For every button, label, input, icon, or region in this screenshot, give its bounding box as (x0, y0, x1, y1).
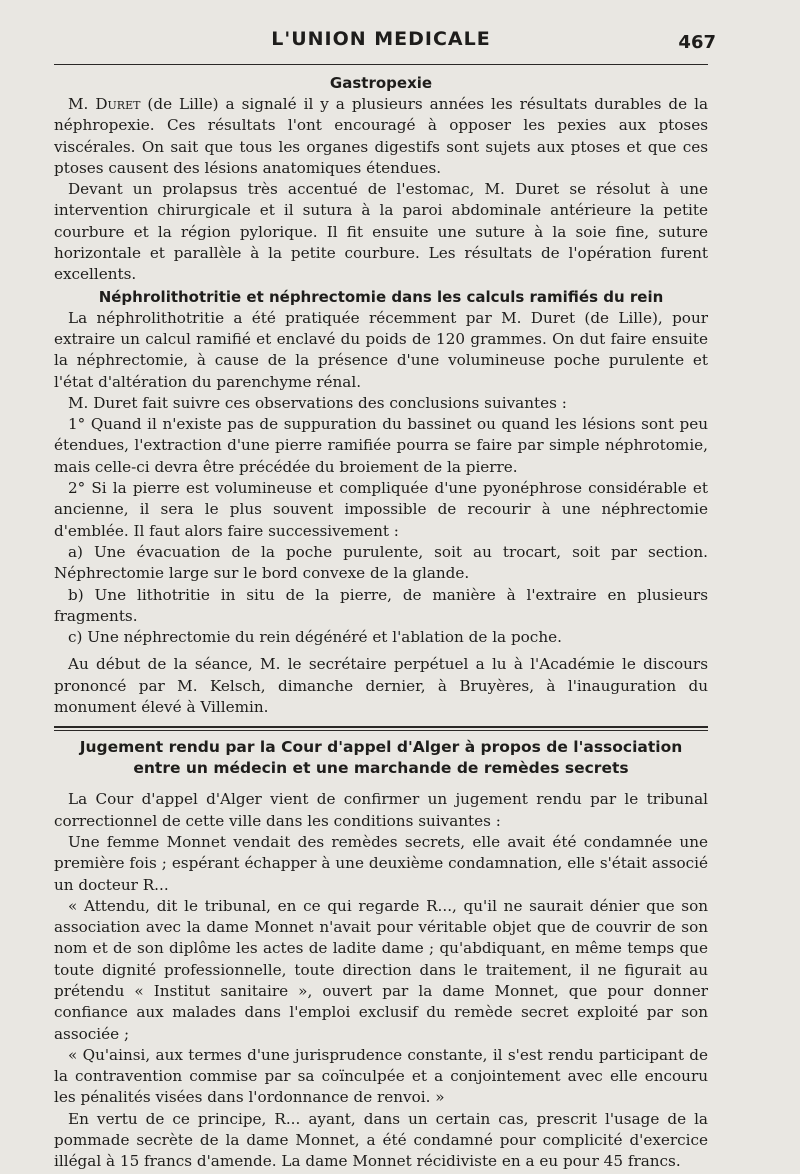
body-text (54, 72, 708, 1173)
running-header (54, 28, 716, 65)
author-name: M. Duret (68, 95, 141, 113)
list-item: b) Une lithotritie in situ de la pierre, de manière à l'extraire en plusieurs fragments. (54, 585, 708, 625)
paragraph-text: (de Lille) a signalé il y a plusieurs années les résultats durables de la néphropexie. Ces résultats l'ont encouragé à opposer les pexies aux ptoses viscérales. On sait que tous les organes digestifs sont sujets aux ptoses et que ces ptoses causent des lésions anatomiques étendues. (54, 95, 708, 177)
list-item: a) Une évacuation de la poche purulente, soit au trocart, soit par section. Néphrectomie large sur le bord convexe de la glande. (54, 542, 708, 583)
paragraph: En vertu de ce principe, R... ayant, dans un certain cas, prescrit l'usage de la pommade secrète de la dame Monnet, a été condamné pour complicité d'exercice illégal à 15 francs d'amende. La dame Monnet récidiviste en a eu pour 45 francs. (54, 1109, 708, 1171)
paragraph (54, 94, 708, 179)
paragraph: M. Duret fait suivre ces observations des conclusions suivantes : (68, 393, 567, 412)
paragraph: 2° Si la pierre est volumineuse et compliquée d'une pyonéphrose considérable et ancienne, il sera le plus souvent impossible de recourir à une néphrectomie d'emblée. Il faut alors faire successivement : (54, 479, 708, 540)
list-item: c) Une néphrectomie du rein dégénéré et l'ablation de la poche. (68, 628, 562, 647)
paragraph: « Qu'ainsi, aux termes d'une jurisprudence constante, il s'est rendu participant de la contravention commise par sa coïnculpée et a conjointement avec elle encouru les pénalités visées dans l'ordonnance de renvoi. » (54, 1045, 708, 1107)
journal-name: L'UNION MEDICALE (271, 28, 491, 50)
page-number: 467 (678, 32, 716, 53)
paragraph: Au début de la séance, M. le secrétaire perpétuel a lu à l'Académie le discours prononcé par M. Kelsch, dimanche dernier, à Bruyères, à l'inauguration du monument élevé à Villemin. (54, 655, 708, 717)
article-title: Jugement rendu par la Cour d'appel d'Alger à propos de l'association entre un médecin et une marchande de remèdes secrets (79, 738, 683, 778)
paragraph: La néphrolithotritie a été pratiquée récemment par M. Duret (de Lille), pour extraire un calcul ramifié et enclavé du poids de 120 grammes. On dut faire ensuite la néphrectomie, à cause de la présence d'une volumineuse poche purulente et l'état d'altération du parenchyme rénal. (54, 308, 708, 391)
section-title-nephrolithotritie: Néphrolithotritie et néphrectomie dans les calculs ramifiés du rein (98, 287, 664, 306)
paragraph: Une femme Monnet vendait des remèdes secrets, elle avait été condamnée une première fois ; espérant échapper à une deuxième condamnation, elle s'était associé un docteur R... (54, 832, 708, 894)
paragraph: 1° Quand il n'existe pas de suppuration du bassinet ou quand les lésions sont peu étendues, l'extraction d'une pierre ramifiée pourra se faire par simple néphrotomie, mais celle-ci devra être précédée du broiement de la pierre. (54, 415, 708, 476)
paragraph: Devant un prolapsus très accentué de l'estomac, M. Duret se résolut à une intervention chirurgicale et il sutura à la paroi abdominale antérieure la petite courbure et la région pylorique. Il fit ensuite une suture à la soie fine, suture horizontale et parallèle à la petite courbure. Les résultats de l'opération furent excellents. (54, 180, 708, 284)
paragraph: La Cour d'appel d'Alger vient de confirmer un jugement rendu par le tribunal correctionnel de cette ville dans les conditions suivantes : (54, 790, 708, 830)
section-title-gastropexie: Gastropexie (329, 74, 433, 92)
divider (54, 726, 708, 731)
paragraph: « Attendu, dit le tribunal, en ce qui regarde R..., qu'il ne saurait dénier que son association avec la dame Monnet n'avait pour véritable objet que de couvrir de son nom et de son diplôme les actes de ladite dame ; qu'abdiquant, en même temps que toute dignité professionnelle, toute direction dans le traitement, il ne figurait au prétendu « Institut sanitaire », ouvert par la dame Monnet, que pour donner confiance aux malades dans l'emploi exclusif du remède secret exploité par son associée ; (54, 896, 708, 1043)
